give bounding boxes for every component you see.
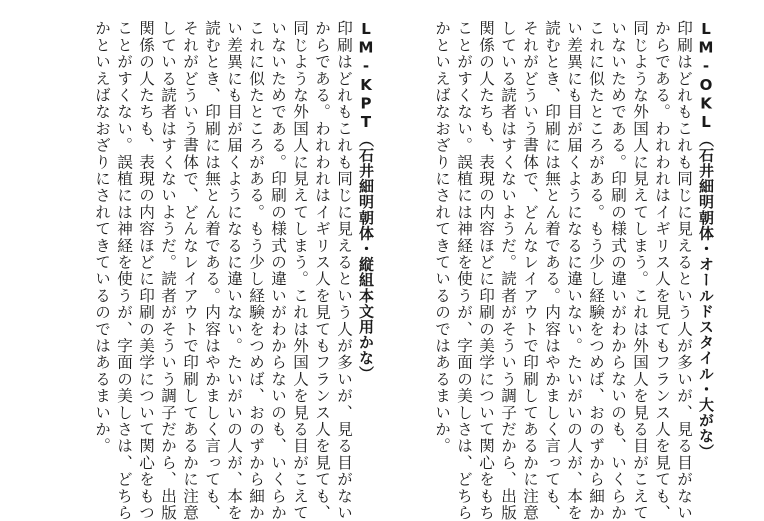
- section2-line: ことがすくない。誤植には神経を使うが、字面の美しさは、どちら: [115, 20, 133, 521]
- section2-line: これに似たところがある。もう少し経験をつめば、おのずから細か: [247, 20, 265, 521]
- section1-line: 読むとき、印刷には無とん着である。内容はやかましく言っても、: [543, 20, 561, 521]
- section1-line: これに似たところがある。もう少し経験をつめば、おのずから細か: [587, 20, 605, 521]
- section1-line: 印刷はどれもこれも同じに見えるという人が多いが、見る目がない: [675, 20, 693, 521]
- section2-line: それがどういう書体で、どんなレイアウトで印刷してあるかに注意: [181, 20, 199, 521]
- section2-line: 読むとき、印刷には無とん着である。内容はやかましく言っても、: [203, 20, 221, 521]
- section2-line: 関係の人たちも、表現の内容ほどに印刷の美学について関心をもつ: [137, 20, 155, 521]
- section2-heading: LM-KPT（石井細明朝体・縦組本文用かな）: [357, 20, 375, 382]
- section2-line: いないためである。印刷の様式の違いがわからないのも、いくらか: [269, 20, 287, 521]
- section1-line: 同じような外国人に見えてしまう。これは外国人を見る目がこえて: [631, 20, 649, 521]
- section1-heading: LM-OKL（石井細明朝体・オールドスタイル・大がな）: [697, 20, 715, 460]
- section2-line: からである。われわれはイギリス人を見てもフランス人を見ても、: [313, 20, 331, 521]
- section2-line: 印刷はどれもこれも同じに見えるという人が多いが、見る目がない: [335, 20, 353, 521]
- section1-line: い差異にも目が届くようになるに違いない。たいがいの人が、本を: [565, 20, 583, 521]
- section1-line: かといえばなおざりにされてきているのではあるまいか。: [433, 20, 451, 455]
- section2-line: 同じような外国人に見えてしまう。これは外国人を見る目がこえて: [291, 20, 309, 521]
- section1-line: それがどういう書体で、どんなレイアウトで印刷してあるかに注意: [521, 20, 539, 521]
- section1-line: 関係の人たちも、表現の内容ほどに印刷の美学について関心をもち: [477, 20, 495, 521]
- section1-line: からである。われわれはイギリス人を見てもフランス人を見ても、: [653, 20, 671, 521]
- section1-line: ことがすくない。誤植には神経を使うが、字面の美しさは、どちら: [455, 20, 473, 521]
- section1-line: いないためである。印刷の様式の違いがわからないのも、いくらか: [609, 20, 627, 521]
- section2-line: かといえばなおざりにされてきているのではあるまいか。: [93, 20, 111, 455]
- section2-line: い差異にも目が届くようになるに違いない。たいがいの人が、本を: [225, 20, 243, 521]
- section1-line: している読者はすくないようだ。読者がそういう調子だから、出版: [499, 20, 517, 521]
- section2-line: している読者はすくないようだ。読者がそういう調子だから、出版: [159, 20, 177, 521]
